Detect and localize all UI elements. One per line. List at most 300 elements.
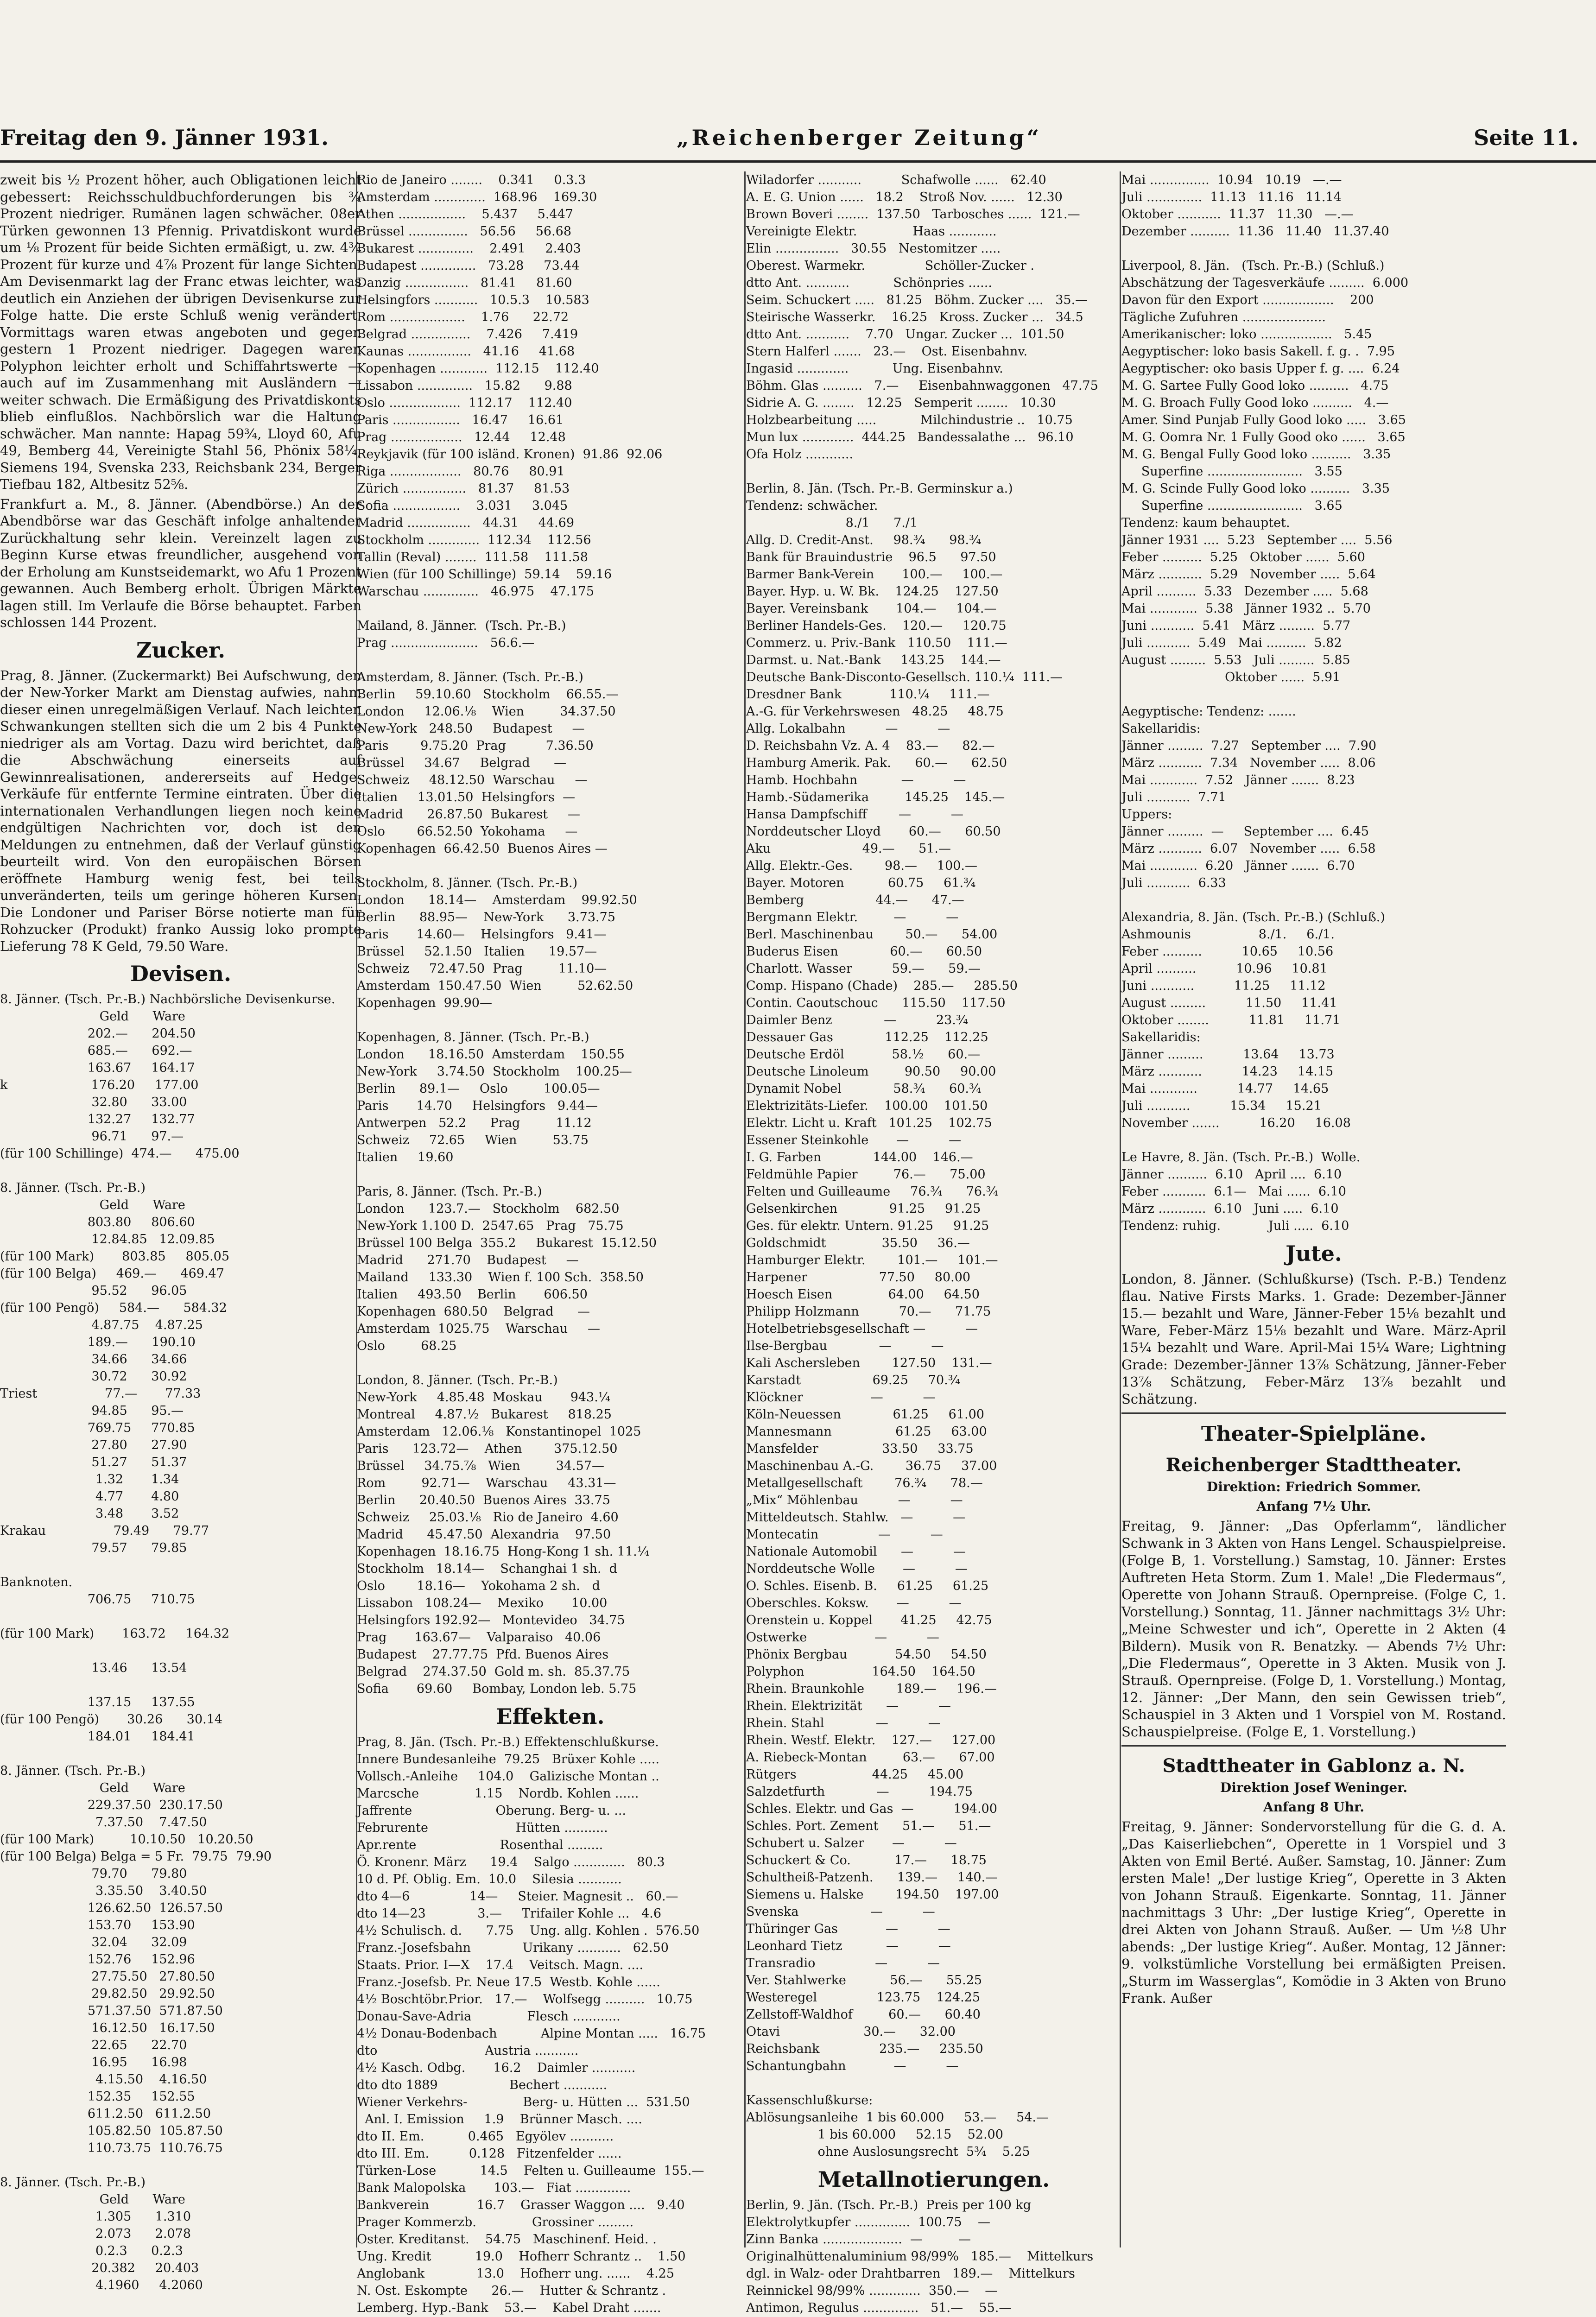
berlin-report: zweit bis ½ Prozent höher, auch Obligationen leicht gebessert: Reichsschuldbuchforderungen bis ¾ Prozent niedriger. Rumänen lagen schwächer. 08er Türken gewonnen 13 Pfennig. Privatdiskont wurde um ⅛ Prozent für beide Sichten ermäßigt, u. zw. 4¾ Prozent für kurze und 4⅞ Prozent für lange Sichten. Am Devisenmarkt lag der Franc etwas leichter, was deutlich ein Anziehen der übrigen Devisenkurse zur Folge hatte. Die erste Schluß wenig verändert. Vormittags waren etwas angeboten und gegen gestern 1 Prozent niedriger. Dagegen waren Polyphon leichter erholt und Schiffahrtswerte — auch auf im Zusammenhang mit Ausländern — weiter schwach. Die Ermäßigung des Privatdiskonts blieb einflußlos. Nachbörslich war die Haltung schwächer. Man nannte: Hapag 59¾, Lloyd 60, Afu 49, Bemberg 44, Vereinigte Stahl 56, Phönix 58¼, Siemens 194, Svenska 233, Reichsbank 234, Berger Tiefbau 182, Altbesitz 52⅝. bbox=[0, 172, 361, 492]
table-line: Feber .......... 5.25 Oktober ...... 5.60 bbox=[1121, 550, 1365, 564]
table-line: (für 100 Pengö) 584.— 584.32 bbox=[0, 1301, 227, 1315]
table-line: 3.35.50 3.40.50 bbox=[0, 1884, 207, 1898]
table-line: Mai ............ 5.38 Jänner 1932 .. 5.70 bbox=[1121, 601, 1371, 616]
table-line: 4½ Boschtöbr.Prior. 17.— Wolfsegg .......... 10.75 bbox=[357, 1992, 693, 2007]
page-number: Seite 11. bbox=[1474, 125, 1579, 150]
table-line: Kopenhagen 99.90— bbox=[357, 996, 492, 1010]
table-line: Amerikanischer: loko .................. 5.45 bbox=[1121, 327, 1372, 342]
table-line: Prager Kommerzb. Grossiner ......... bbox=[357, 2215, 634, 2229]
table-line: Berlin 88.95— New-York 3.73.75 bbox=[357, 910, 615, 924]
table-line: Aegyptischer: loko basis Sakell. f. g. . 7.95 bbox=[1121, 344, 1395, 359]
table-line: Superfine ........................ 3.55 bbox=[1121, 464, 1343, 479]
table-line: August ......... 5.53 Juli ......... 5.85 bbox=[1121, 653, 1350, 667]
table-line: Kopenhagen ............ 112.15 112.40 bbox=[357, 361, 599, 376]
table-line: London 123.7.— Stockholm 682.50 bbox=[357, 1202, 620, 1216]
table-line: 8./1 7./1 bbox=[746, 516, 918, 530]
table-line: 163.67 164.17 bbox=[0, 1061, 195, 1075]
table-line: London 18.16.50 Amsterdam 150.55 bbox=[357, 1047, 625, 1062]
table-line: 184.01 184.41 bbox=[0, 1729, 195, 1744]
table-line: Amsterdam 12.06.⅛ Konstantinopel 1025 bbox=[357, 1424, 641, 1439]
column-divider bbox=[744, 171, 746, 2247]
table-line: März ........... 5.29 November ..... 5.64 bbox=[1121, 567, 1376, 582]
table-line: Schantungbahn — — bbox=[746, 2059, 959, 2073]
table-line: Schles. Elektr. und Gas — 194.00 bbox=[746, 1802, 997, 1816]
table-line: März ........... 6.07 November ..... 6.58 bbox=[1121, 842, 1376, 856]
table-line: Berliner Handels-Ges. 120.— 120.75 bbox=[746, 619, 1007, 633]
table-line: 51.27 51.37 bbox=[0, 1455, 187, 1469]
gablonz-direction: Direktion Josef Weninger. bbox=[1220, 1780, 1408, 1795]
column-3 bbox=[746, 171, 1121, 2315]
table-line: Uppers: bbox=[1121, 807, 1172, 822]
table-line: Nationale Automobil — — bbox=[746, 1545, 966, 1559]
table-line: M. G. Sartee Fully Good loko .......... 4.75 bbox=[1121, 379, 1389, 393]
table-line: Mai ............... 10.94 10.19 —.— bbox=[1121, 173, 1342, 187]
table-line: 4.1960 4.2060 bbox=[0, 2278, 203, 2292]
table-line: Jänner ......... 13.64 13.73 bbox=[1121, 1047, 1335, 1062]
table-line: Brüssel 34.75.⅞ Wien 34.57— bbox=[357, 1459, 604, 1473]
table-line: Sofia 69.60 Bombay, London leb. 5.75 bbox=[357, 1682, 637, 1696]
table-line: Bank Malopolska 103.— Fiat .............. bbox=[357, 2181, 631, 2195]
table-line: Madrid 26.87.50 Bukarest — bbox=[357, 807, 580, 822]
table-line: Juli ........... 7.71 bbox=[1121, 790, 1226, 804]
table-line: Rhein. Stahl — — bbox=[746, 1716, 941, 1730]
table-line: Holzbearbeitung ..... Milchindustrie .. 10.75 bbox=[746, 413, 1073, 427]
table-line: Otavi 30.— 32.00 bbox=[746, 2025, 956, 2039]
table-line: Antimon, Regulus .............. 51.— 55.— bbox=[746, 2301, 1012, 2315]
table-line: 79.70 79.80 bbox=[0, 1867, 187, 1881]
table-line: Juli ........... 5.49 Mai .......... 5.82 bbox=[1121, 636, 1342, 650]
table-line: 4½ Schulisch. d. 7.75 Ung. allg. Kohlen . 576.50 bbox=[357, 1924, 700, 1938]
table-line: 8. Jänner. (Tsch. Pr.-B.) Nachbörsliche Devisenkurse. bbox=[0, 992, 336, 1007]
table-line: 153.70 153.90 bbox=[0, 1918, 195, 1932]
table-line: A.-G. für Verkehrswesen 48.25 48.75 bbox=[746, 704, 1004, 719]
table-line: Gelsenkirchen 91.25 91.25 bbox=[746, 1202, 981, 1216]
table-line: Buderus Eisen 60.— 60.50 bbox=[746, 944, 982, 959]
table-line: (für 100 Pengö) 30.26 30.14 bbox=[0, 1712, 223, 1727]
table-line: Sidrie A. G. ........ 12.25 Semperit ........ 10.30 bbox=[746, 396, 1056, 410]
table-line: 571.37.50 571.87.50 bbox=[0, 2004, 223, 2018]
table-line: 16.95 16.98 bbox=[0, 2055, 187, 2070]
jute-report: London, 8. Jänner. (Schlußkurse) (Tsch. P.-B.) Tendenz flau. Native Firsts Marks. 1. Grade: Dezember-Jänner 15.— bezahlt und Ware, Jänner-Feber 15⅛ bezahlt und Ware, Feber-März 15⅛ bezahlt und Ware. März-April 15¼ bezahlt und Ware. April-Mai 15¼ Ware; Lightning Grade: Dezember-Jänner 13⅞ Schätzung, Jänner-Feber 13⅞ Schätzung, Feber-März 13⅞ bezahlt und Schätzung. bbox=[1121, 1271, 1506, 1407]
heading-zucker: Zucker. bbox=[136, 637, 226, 663]
table-line: Oktober ........... 11.37 11.30 —.— bbox=[1121, 207, 1354, 222]
table-line: Juni ........... 11.25 11.12 bbox=[1121, 979, 1326, 993]
table-line: Deutsche Erdöl 58.½ 60.— bbox=[746, 1047, 981, 1062]
table-line: Mai ............ 6.20 Jänner ....... 6.70 bbox=[1121, 859, 1355, 873]
table-line: Stockholm, 8. Jänner. (Tsch. Pr.-B.) bbox=[357, 876, 578, 890]
table-line: M. G. Bengal Fully Good loko .......... 3.35 bbox=[1121, 447, 1391, 462]
table-line: Berlin 20.40.50 Buenos Aires 33.75 bbox=[357, 1493, 610, 1507]
table-line: Phönix Bergbau 54.50 54.50 bbox=[746, 1647, 987, 1662]
table-line: Ver. Stahlwerke 56.— 55.25 bbox=[746, 1973, 982, 1988]
table-line: Norddeutscher Lloyd 60.— 60.50 bbox=[746, 824, 1001, 839]
table-line: ohne Auslosungsrecht 5¾ 5.25 bbox=[746, 2145, 1030, 2159]
table-line: N. Ost. Eskompte 26.— Hutter & Schrantz . bbox=[357, 2284, 666, 2298]
table-line: Wien (für 100 Schillinge) 59.14 59.16 bbox=[357, 567, 612, 582]
table-line bbox=[357, 1355, 744, 1372]
table-line: Seim. Schuckert ..... 81.25 Böhm. Zucker .... 35.— bbox=[746, 293, 1088, 307]
table-line: Helsingfors 192.92— Montevideo 34.75 bbox=[357, 1613, 625, 1627]
table-line: Brüssel 52.1.50 Italien 19.57— bbox=[357, 944, 597, 959]
table-line: Prag ...................... 56.6.— bbox=[357, 636, 535, 650]
table-line: Ung. Kredit 19.0 Hofherr Schrantz .. 1.50 bbox=[357, 2249, 686, 2264]
table-line: Paris, 8. Jänner. (Tsch. Pr.-B.) bbox=[357, 1184, 542, 1199]
table-line: dgl. in Walz- oder Drahtbarren 189.— Mittelkurs bbox=[746, 2266, 1075, 2281]
table-line: Metallgesellschaft 76.¾ 78.— bbox=[746, 1476, 983, 1490]
table-line: Reinnickel 98/99% ............. 350.— — bbox=[746, 2284, 998, 2298]
table-line: Brüssel 34.67 Belgrad — bbox=[357, 756, 567, 770]
table-line: 1.32 1.34 bbox=[0, 1472, 179, 1487]
table-line: 0.2.3 0.2.3 bbox=[0, 2244, 183, 2258]
table-line: Harpener 77.50 80.00 bbox=[746, 1270, 971, 1285]
table-line: Goldschmidt 35.50 36.— bbox=[746, 1236, 970, 1250]
table-line: Apr.rente Rosenthal ......... bbox=[357, 1838, 603, 1852]
table-line: Budapest 27.77.75 Pfd. Buenos Aires bbox=[357, 1647, 609, 1662]
table-line: 27.75.50 27.80.50 bbox=[0, 1969, 215, 1984]
table-line: Mai ............ 14.77 14.65 bbox=[1121, 1082, 1329, 1096]
table-line: Anglobank 13.0 Hofherr ung. ...... 4.25 bbox=[357, 2266, 674, 2281]
table-line: 4.15.50 4.16.50 bbox=[0, 2072, 207, 2087]
table-line: Barmer Bank-Verein 100.— 100.— bbox=[746, 567, 1003, 582]
table-line: dto 4—6 14— Steier. Magnesit .. 60.— bbox=[357, 1889, 678, 1904]
table-line: M. G. Broach Fully Good loko .......... 4.— bbox=[1121, 396, 1389, 410]
table-line: Juli ........... 6.33 bbox=[1121, 876, 1226, 890]
table-line: Vereinigte Elektr. Haas ............ bbox=[746, 224, 997, 239]
table-line: Reichsbank 235.— 235.50 bbox=[746, 2042, 983, 2056]
table-line: Schubert u. Salzer — — bbox=[746, 1836, 957, 1850]
table-line: 706.75 710.75 bbox=[0, 1592, 195, 1607]
table-line: Ingasid ............. Ung. Eisenbahnv. bbox=[746, 361, 1007, 376]
table-line: 105.82.50 105.87.50 bbox=[0, 2124, 223, 2138]
table-line: 152.35 152.55 bbox=[0, 2089, 195, 2104]
heading-effekten: Effekten. bbox=[496, 1704, 605, 1729]
table-line: Donau-Save-Adria Flesch ............ bbox=[357, 2009, 621, 2024]
table-line: Tendenz: schwächer. bbox=[746, 499, 878, 513]
table-line: Franz.-Josefsb. Pr. Neue 17.5 Westb. Kohle ...... bbox=[357, 1975, 660, 1989]
table-line: Jänner 1931 .... 5.23 September .... 5.56 bbox=[1121, 533, 1393, 547]
table-line: (für 100 Mark) 163.72 164.32 bbox=[0, 1627, 230, 1641]
table-line: A. Riebeck-Montan 63.— 67.00 bbox=[746, 1750, 995, 1765]
table-line: Hamburger Elektr. 101.— 101.— bbox=[746, 1253, 998, 1267]
table-line: Mannesmann 61.25 63.00 bbox=[746, 1424, 987, 1439]
table-line: 3.48 3.52 bbox=[0, 1507, 179, 1521]
table-line: Athen ................. 5.437 5.447 bbox=[357, 207, 573, 222]
table-line: Hamburg Amerik. Pak. 60.— 62.50 bbox=[746, 756, 1007, 770]
table-line: Juni ........... 5.41 März ......... 5.77 bbox=[1121, 619, 1351, 633]
table-line bbox=[357, 857, 744, 874]
table-line bbox=[0, 2157, 361, 2174]
table-line: Oslo 66.52.50 Yokohama — bbox=[357, 824, 578, 839]
table-line: Amsterdam 150.47.50 Wien 52.62.50 bbox=[357, 979, 633, 993]
table-line: Tendenz: kaum behauptet. bbox=[1121, 516, 1290, 530]
table-line: M. G. Scinde Fully Good loko .......... 3.35 bbox=[1121, 481, 1390, 496]
table-line: dto II. Em. 0.465 Egyölev ........... bbox=[357, 2129, 614, 2144]
table-line: Abschätzung der Tagesverkäufe ......... 6.000 bbox=[1121, 276, 1409, 290]
table-line: Paris 14.60— Helsingfors 9.41— bbox=[357, 927, 607, 942]
table-line: Hamb.-Südamerika 145.25 145.— bbox=[746, 790, 1005, 804]
cotton-markets-table bbox=[1121, 171, 1506, 1234]
table-line: Bayer. Vereinsbank 104.— 104.— bbox=[746, 601, 997, 616]
table-line: „Mix“ Möhlenbau — — bbox=[746, 1493, 963, 1507]
table-line: Hoesch Eisen 64.00 64.50 bbox=[746, 1287, 980, 1302]
table-line: Darmst. u. Nat.-Bank 143.25 144.— bbox=[746, 653, 1001, 667]
table-line: Mansfelder 33.50 33.75 bbox=[746, 1442, 974, 1456]
table-line: Paris 14.70 Helsingfors 9.44— bbox=[357, 1099, 598, 1113]
table-line: Oslo 18.16— Yokohama 2 sh. d bbox=[357, 1579, 600, 1593]
table-line: Geld Ware bbox=[0, 2192, 185, 2207]
table-line: Dynamit Nobel 58.¾ 60.¾ bbox=[746, 1082, 982, 1096]
column-4 bbox=[1121, 171, 1506, 2257]
table-line: Steirische Wasserkr. 16.25 Kross. Zucker ... 34.5 bbox=[746, 310, 1083, 324]
table-line: Budapest .............. 73.28 73.44 bbox=[357, 259, 580, 273]
table-line: Juli .............. 11.13 11.16 11.14 bbox=[1121, 190, 1342, 204]
table-line: Dezember .......... 11.36 11.40 11.37.40 bbox=[1121, 224, 1389, 239]
table-line: Oslo .................. 112.17 112.40 bbox=[357, 396, 572, 410]
table-line: Jänner ......... — September .... 6.45 bbox=[1121, 824, 1369, 839]
table-line: dto III. Em. 0.128 Fitzenfelder ...... bbox=[357, 2146, 622, 2161]
table-line: 8. Jänner. (Tsch. Pr.-B.) bbox=[0, 2175, 146, 2190]
table-line: Salzdetfurth — 194.75 bbox=[746, 1785, 973, 1799]
table-line: März ........... 7.34 November ..... 8.06 bbox=[1121, 756, 1376, 770]
table-line: August ......... 11.50 11.41 bbox=[1121, 996, 1337, 1010]
table-line: 152.76 152.96 bbox=[0, 1952, 195, 1967]
table-line: 20.382 20.403 bbox=[0, 2261, 199, 2275]
table-line: Essener Steinkohle — — bbox=[746, 1133, 962, 1147]
table-line: Madrid ................ 44.31 44.69 bbox=[357, 516, 575, 530]
table-line: 8. Jänner. (Tsch. Pr.-B.) bbox=[0, 1764, 146, 1778]
table-line: Aku 49.— 51.— bbox=[746, 842, 951, 856]
table-line: 27.80 27.90 bbox=[0, 1438, 187, 1452]
table-line bbox=[0, 1608, 361, 1625]
table-line: Bukarest .............. 2.491 2.403 bbox=[357, 241, 581, 256]
heading-jute: Jute. bbox=[1286, 1241, 1342, 1266]
table-line: Staats. Prior. I—X 17.4 Veitsch. Magn. .... bbox=[357, 1958, 644, 1972]
table-line: Riga .................. 80.76 80.91 bbox=[357, 464, 565, 479]
table-line: Maschinenbau A.-G. 36.75 37.00 bbox=[746, 1459, 997, 1473]
table-line: 7.37.50 7.47.50 bbox=[0, 1815, 207, 1830]
table-line: Paris 9.75.20 Prag 7.36.50 bbox=[357, 739, 594, 753]
table-line: April .......... 10.96 10.81 bbox=[1121, 962, 1328, 976]
table-line: dtto Ant. ........... 7.70 Ungar. Zucker ... 101.50 bbox=[746, 327, 1064, 342]
table-line: Ashmounis 8./1. 6./1. bbox=[1121, 927, 1335, 942]
table-line: dto dto 1889 Bechert ........... bbox=[357, 2078, 608, 2092]
table-line: Amer. Sind Punjab Fully Good loko ..... 3.65 bbox=[1121, 413, 1406, 427]
table-line: Sofia ................. 3.031 3.045 bbox=[357, 499, 568, 513]
table-line: I. G. Farben 144.00 146.— bbox=[746, 1150, 973, 1165]
table-line: Ostwerke — — bbox=[746, 1630, 939, 1645]
table-line: (für 100 Schillinge) 474.— 475.00 bbox=[0, 1146, 240, 1161]
table-line: Superfine ........................ 3.65 bbox=[1121, 499, 1343, 513]
table-line: 4½ Kasch. Odbg. 16.2 Daimler ........... bbox=[357, 2061, 636, 2075]
berlin-stocks-table bbox=[746, 171, 1121, 2160]
table-line: März ........... 14.23 14.15 bbox=[1121, 1064, 1334, 1079]
table-line: Sakellaridis: bbox=[1121, 1030, 1201, 1045]
table-line bbox=[746, 2075, 1121, 2092]
table-line: Bankverein 16.7 Grasser Waggon .... 9.40 bbox=[357, 2198, 685, 2212]
table-line: Vollsch.-Anleihe 104.0 Galizische Montan .. bbox=[357, 1769, 659, 1784]
table-line: März ............ 6.10 Juni ..... 6.10 bbox=[1121, 1202, 1339, 1216]
table-line: London, 8. Jänner. (Tsch. Pr.-B.) bbox=[357, 1373, 558, 1387]
table-line: Transradio — — bbox=[746, 1956, 940, 1970]
table-line: Februrente Hütten ........... bbox=[357, 1821, 608, 1835]
table-line: Oslo 68.25 bbox=[357, 1339, 457, 1353]
table-line: Liverpool, 8. Jän. (Tsch. Pr.-B.) (Schluß.) bbox=[1121, 259, 1385, 273]
table-line: Karstadt 69.25 70.¾ bbox=[746, 1373, 960, 1387]
table-line: Banknoten. bbox=[0, 1575, 73, 1589]
table-line: Oktober ........ 11.81 11.71 bbox=[1121, 1013, 1341, 1027]
table-line: Siemens u. Halske 194.50 197.00 bbox=[746, 1887, 999, 1902]
table-line: Berlin, 9. Jän. (Tsch. Pr.-B.) Preis per 100 kg bbox=[746, 2198, 1032, 2212]
table-line: Deutsche Linoleum 90.50 90.00 bbox=[746, 1064, 996, 1079]
table-line: Reykjavik (für 100 isländ. Kronen) 91.86 92.06 bbox=[357, 447, 663, 462]
table-line: Schweiz 72.47.50 Prag 11.10— bbox=[357, 962, 607, 976]
table-line: Geld Ware bbox=[0, 1781, 185, 1795]
table-line: Alexandria, 8. Jän. (Tsch. Pr.-B.) (Schluß.) bbox=[1121, 910, 1385, 924]
column-2 bbox=[357, 171, 744, 2315]
devisen-table bbox=[0, 991, 361, 2294]
table-line: New-York 4.85.48 Moskau 943.¼ bbox=[357, 1390, 610, 1405]
table-line: 110.73.75 110.76.75 bbox=[0, 2141, 223, 2155]
table-line: Charlott. Wasser 59.— 59.— bbox=[746, 962, 981, 976]
table-line: Italien 19.60 bbox=[357, 1150, 454, 1165]
table-line: Amsterdam, 8. Jänner. (Tsch. Pr.-B.) bbox=[357, 670, 583, 684]
table-line: Berl. Maschinenbau 50.— 54.00 bbox=[746, 927, 998, 942]
table-line: Zinn Banka .................... — — bbox=[746, 2232, 971, 2247]
table-line: Orenstein u. Koppel 41.25 42.75 bbox=[746, 1613, 992, 1627]
table-line bbox=[357, 652, 744, 669]
table-line: Triest 77.— 77.33 bbox=[0, 1386, 201, 1401]
table-line: 229.37.50 230.17.50 bbox=[0, 1798, 223, 1812]
table-line: (für 100 Mark) 10.10.50 10.20.50 bbox=[0, 1832, 253, 1847]
table-line: Köln-Neuessen 61.25 61.00 bbox=[746, 1407, 984, 1422]
table-line: k 176.20 177.00 bbox=[0, 1078, 199, 1092]
reichenberg-program: Freitag, 9. Jänner: „Das Opferlamm“, ländlicher Schwank in 3 Akten von Hans Lengel. Schauspielpreise. (Folge B, 1. Vorstellung.) Samstag, 10. Jänner: Erstes Auftreten Heta Storm. Zum 1. Male! „Die Fledermaus“, Operette von Johann Strauß. Opernpreise. (Folge C, 1. Vorstellung.) Sonntag, 11. Jänner nachmittags 3½ Uhr: „Meine Schwester und ich“, Operette in 2 Akten (4 Bildern). Musik von R. Benatzky. — Abends 7½ Uhr: „Die Fledermaus“, Operette in 3 Akten. Musik von J. Strauß. Opernpreise. (Folge D, 1. Vorstellung.) Montag, 12. Jänner: „Der Mann, den sein Gewissen trieb“, Schauspiel in 3 Akten und 1 Vorspiel von M. Rostand. Schauspielpreise. (Folge E, 1. Vorstellung.) bbox=[1121, 1518, 1506, 1740]
table-line: Berlin, 8. Jän. (Tsch. Pr.-B. Germinskur a.) bbox=[746, 481, 1013, 496]
table-line: Westeregel 123.75 124.25 bbox=[746, 1990, 981, 2005]
table-line: Marcsche 1.15 Nordb. Kohlen ...... bbox=[357, 1786, 639, 1801]
table-line: Polyphon 164.50 164.50 bbox=[746, 1665, 975, 1679]
reichenberg-direction: Direktion: Friedrich Sommer. bbox=[1206, 1479, 1421, 1494]
table-line: Bayer. Hyp. u. W. Bk. 124.25 127.50 bbox=[746, 584, 999, 599]
table-line: Dessauer Gas 112.25 112.25 bbox=[746, 1030, 988, 1045]
table-line: Oster. Kreditanst. 54.75 Maschinenf. Heid. . bbox=[357, 2232, 657, 2247]
table-line bbox=[746, 463, 1121, 480]
header-rule bbox=[0, 160, 1596, 163]
table-line: Aegyptischer: oko basis Upper f. g. .... 6.24 bbox=[1121, 361, 1400, 376]
table-line bbox=[0, 1745, 361, 1762]
table-line: London 18.14— Amsterdam 99.92.50 bbox=[357, 893, 637, 907]
table-line: Bayer. Motoren 60.75 61.¾ bbox=[746, 876, 976, 890]
table-line bbox=[0, 1642, 361, 1659]
table-line: Rom ................... 1.76 22.72 bbox=[357, 310, 569, 324]
table-line: Kali Aschersleben 127.50 131.— bbox=[746, 1356, 992, 1370]
table-line: Dresdner Bank 110.¼ 111.— bbox=[746, 687, 990, 702]
table-line: Mitteldeutsch. Stahlw. — — bbox=[746, 1510, 966, 1525]
metal-prices-table bbox=[746, 2197, 1121, 2317]
newspaper-title: „Reichenberger Zeitung“ bbox=[677, 125, 1042, 150]
table-line bbox=[0, 1677, 361, 1694]
table-line: 10 d. Pf. Oblig. Em. 10.0 Silesia ........... bbox=[357, 1872, 622, 1887]
table-line: Rhein. Braunkohle 189.— 196.— bbox=[746, 1682, 997, 1696]
table-line: (für 100 Belga) 469.— 469.47 bbox=[0, 1266, 224, 1281]
table-line: Thüringer Gas — — bbox=[746, 1922, 950, 1936]
heading-gablonz-theater: Stadttheater in Gablonz a. N. bbox=[1162, 1755, 1465, 1777]
gablonz-start-time: Anfang 8 Uhr. bbox=[1263, 1799, 1364, 1815]
table-line: 2.073 2.078 bbox=[0, 2227, 191, 2241]
table-line: Aegyptische: Tendenz: ....... bbox=[1121, 704, 1296, 719]
table-line: Juli ........... 15.34 15.21 bbox=[1121, 1099, 1322, 1113]
table-line: Hansa Dampfschiff — — bbox=[746, 807, 963, 822]
table-line: Belgrad 274.37.50 Gold m. sh. 85.37.75 bbox=[357, 1665, 630, 1679]
table-line: Ilse-Bergbau — — bbox=[746, 1339, 944, 1353]
table-line: Paris ................. 16.47 16.61 bbox=[357, 413, 564, 427]
table-line: Montecatin — — bbox=[746, 1527, 943, 1542]
table-line: Schweiz 48.12.50 Warschau — bbox=[357, 773, 588, 787]
table-line: 132.27 132.77 bbox=[0, 1112, 195, 1127]
table-line: Kopenhagen 66.42.50 Buenos Aires — bbox=[357, 842, 608, 856]
table-line: Anl. I. Emission 1.9 Brünner Masch. .... bbox=[357, 2112, 642, 2127]
table-line: Prag .................. 12.44 12.48 bbox=[357, 430, 566, 444]
table-line: 611.2.50 611.2.50 bbox=[0, 2107, 211, 2121]
table-line: Berlin 59.10.60 Stockholm 66.55.— bbox=[357, 687, 619, 702]
exchange-tables bbox=[357, 171, 744, 1697]
table-line: Prag, 8. Jän. (Tsch. Pr.-B.) Effektenschlußkurse. bbox=[357, 1735, 659, 1749]
table-line: Schweiz 72.65 Wien 53.75 bbox=[357, 1133, 589, 1147]
table-line bbox=[1121, 892, 1506, 909]
table-line: D. Reichsbahn Vz. A. 4 83.— 82.— bbox=[746, 739, 995, 753]
table-line: 4.87.75 4.87.25 bbox=[0, 1318, 203, 1332]
table-line: Kassenschlußkurse: bbox=[746, 2093, 873, 2108]
table-line: Comp. Hispano (Chade) 285.— 285.50 bbox=[746, 979, 1018, 993]
table-line: Allg. Elektr.-Ges. 98.— 100.— bbox=[746, 859, 978, 873]
frankfurt-report: Frankfurt a. M., 8. Jänner. (Abendbörse.) An der Abendbörse war das Geschäft infolge anhaltender Zurückhaltung sehr klein. Vereinzelt lagen zu Beginn Kurse etwas freundlicher, ausgehend von der Erholung am Kunstseidemarkt, wo Afu 1 Prozent gewannen. Auch Bemberg erholt. Übrigen Märkte lagen still. Im Verlaufe die Börse behauptet. Farben schlossen 144 Prozent. bbox=[0, 496, 361, 630]
table-line: Danzig ................ 81.41 81.60 bbox=[357, 276, 572, 290]
table-line: Wiladorfer ........... Schafwolle ...... 62.40 bbox=[746, 173, 1046, 187]
table-line bbox=[357, 1166, 744, 1183]
table-line: Belgrad ............... 7.426 7.419 bbox=[357, 327, 578, 342]
table-line: Elektrizitäts-Liefer. 100.00 101.50 bbox=[746, 1099, 988, 1113]
reichenberg-start-time: Anfang 7½ Uhr. bbox=[1256, 1499, 1371, 1514]
table-line: Feber ........... 6.1— Mai ...... 6.10 bbox=[1121, 1184, 1346, 1199]
table-line: Lemberg. Hyp.-Bank 53.— Kabel Draht ....... bbox=[357, 2301, 661, 2315]
table-line bbox=[0, 1162, 361, 1179]
table-line: Kopenhagen 680.50 Belgrad — bbox=[357, 1304, 590, 1319]
table-line: Italien 493.50 Berlin 606.50 bbox=[357, 1287, 588, 1302]
table-line: Ges. für elektr. Untern. 91.25 91.25 bbox=[746, 1219, 989, 1233]
table-line: 4½ Donau-Bodenbach Alpine Montan ..... 16.75 bbox=[357, 2026, 706, 2041]
table-line: 16.12.50 16.17.50 bbox=[0, 2021, 215, 2035]
table-line: Schuckert & Co. 17.— 18.75 bbox=[746, 1853, 987, 1868]
table-line: Hamb. Hochbahn — — bbox=[746, 773, 966, 787]
table-line: Kopenhagen, 8. Jänner. (Tsch. Pr.-B.) bbox=[357, 1030, 589, 1045]
table-line: Brüssel 100 Belga 355.2 Bukarest 15.12.50 bbox=[357, 1236, 657, 1250]
table-line: Wiener Verkehrs- Berg- u. Hütten ... 531.50 bbox=[357, 2095, 690, 2109]
heading-theater: Theater-Spielpläne. bbox=[1201, 1422, 1427, 1446]
table-line: New-York 3.74.50 Stockholm 100.25— bbox=[357, 1064, 632, 1079]
table-line: Stockholm ............. 112.34 112.56 bbox=[357, 533, 591, 547]
table-line: Amsterdam ............. 168.96 169.30 bbox=[357, 190, 597, 204]
table-line: 189.— 190.10 bbox=[0, 1335, 196, 1349]
section-rule bbox=[1121, 1412, 1506, 1414]
table-line: Franz.-Josefsbahn Urikany ........... 62.50 bbox=[357, 1941, 669, 1955]
table-line: 803.80 806.60 bbox=[0, 1215, 195, 1229]
table-line: Madrid 271.70 Budapest — bbox=[357, 1253, 579, 1267]
table-line: Oberest. Warmekr. Schöller-Zucker . bbox=[746, 259, 1034, 273]
table-line: Schles. Port. Zement 51.— 51.— bbox=[746, 1819, 991, 1833]
table-line: Ofa Holz ............ bbox=[746, 447, 854, 462]
table-line: Originalhüttenaluminium 98/99% 185.— Mittelkurs bbox=[746, 2249, 1094, 2264]
table-line: Tallin (Reval) ........ 111.58 111.58 bbox=[357, 550, 588, 564]
